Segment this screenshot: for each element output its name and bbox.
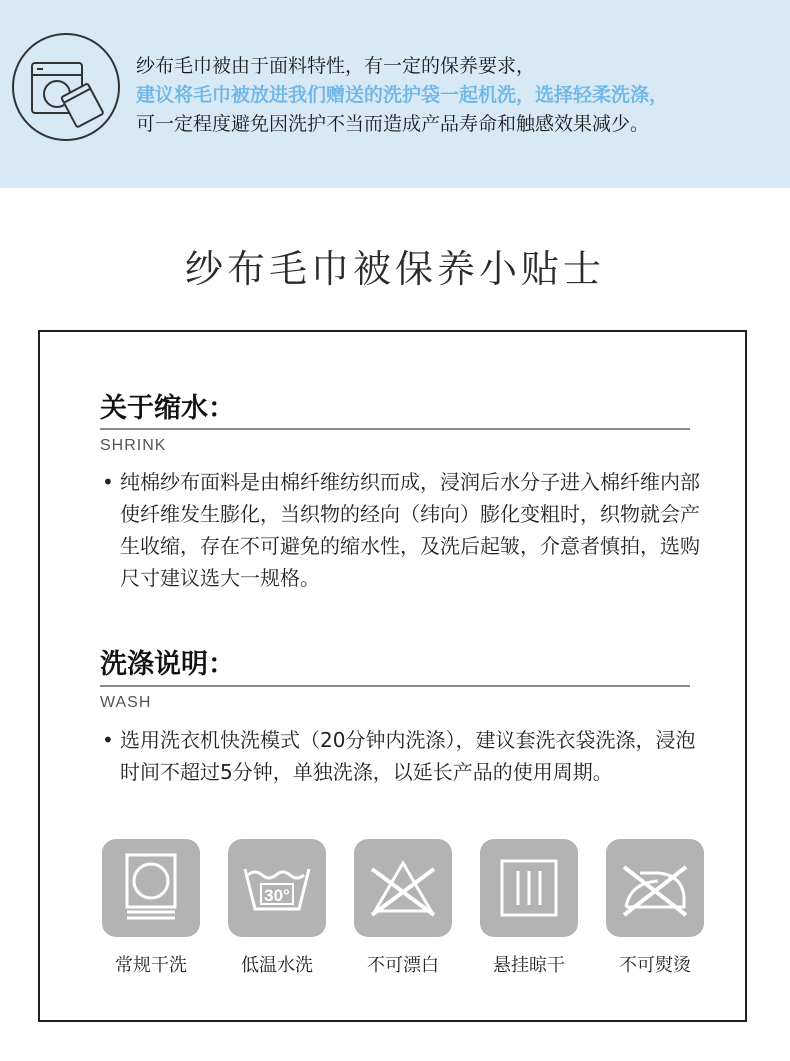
care-symbols-row [102, 839, 702, 979]
wash-section-title: 洗涤说明： [100, 649, 235, 680]
care-label: 悬挂晾干 [493, 955, 565, 976]
banner-line-2-highlight: 建议将毛巾被放进我们赠送的洗护袋一起机洗，选择轻柔洗涤， [136, 84, 669, 106]
banner-line-1: 纱布毛巾被由于面料特性，有一定的保养要求， [136, 55, 536, 77]
banner-line-3: 可一定程度避免因洗护不当而造成产品寿命和触感效果减少。 [136, 113, 650, 135]
bullet-icon: • [102, 470, 114, 494]
care-label: 不可漂白 [367, 955, 439, 976]
shrink-body-text: 纯棉纱布面料是由棉纤维纺织而成，浸润后水分子进入棉纤维内部使纤维发生膨化，当织物的经向（纬向）膨化变粗时，织物就会产生收缩，存在不可避免的缩水性，及洗后起皱，介意者慎拍，选购尺寸建议选大一规格。 [120, 470, 700, 590]
page-title: 纱布毛巾被保养小贴士 [184, 247, 605, 291]
shrink-section-subtitle: SHRINK [100, 437, 167, 454]
wash-section-subtitle: WASH [100, 694, 152, 711]
banner-text [136, 52, 790, 139]
care-label: 低温水洗 [241, 955, 313, 976]
no-bleach-icon [354, 839, 452, 937]
shrink-section-title: 关于缩水： [100, 393, 235, 424]
wash-divider [100, 685, 690, 687]
shrink-section-body [102, 466, 702, 594]
shrink-divider [100, 428, 690, 430]
care-item-low-temp-wash [228, 839, 326, 977]
washing-machine-bag-icon [10, 31, 122, 143]
wash-section-body [102, 724, 702, 788]
bullet-icon: • [102, 728, 114, 752]
wash-30-icon [228, 839, 326, 937]
care-label: 常规干洗 [115, 955, 187, 976]
care-item-hang-dry [480, 839, 578, 977]
wash-body-text: 选用洗衣机快洗模式（20分钟内洗涤），建议套洗衣袋洗涤，浸泡时间不超过5分钟，单独洗涤，以延长产品的使用周期。 [120, 728, 696, 784]
hang-dry-icon [480, 839, 578, 937]
care-label: 不可熨烫 [619, 955, 691, 976]
wash-temp-label: 30° [264, 886, 290, 905]
no-iron-icon [606, 839, 704, 937]
care-item-no-iron [606, 839, 704, 977]
care-item-dry-clean [102, 839, 200, 977]
tumble-dry-icon [102, 839, 200, 937]
care-item-no-bleach [354, 839, 452, 977]
tip-banner [0, 0, 790, 188]
